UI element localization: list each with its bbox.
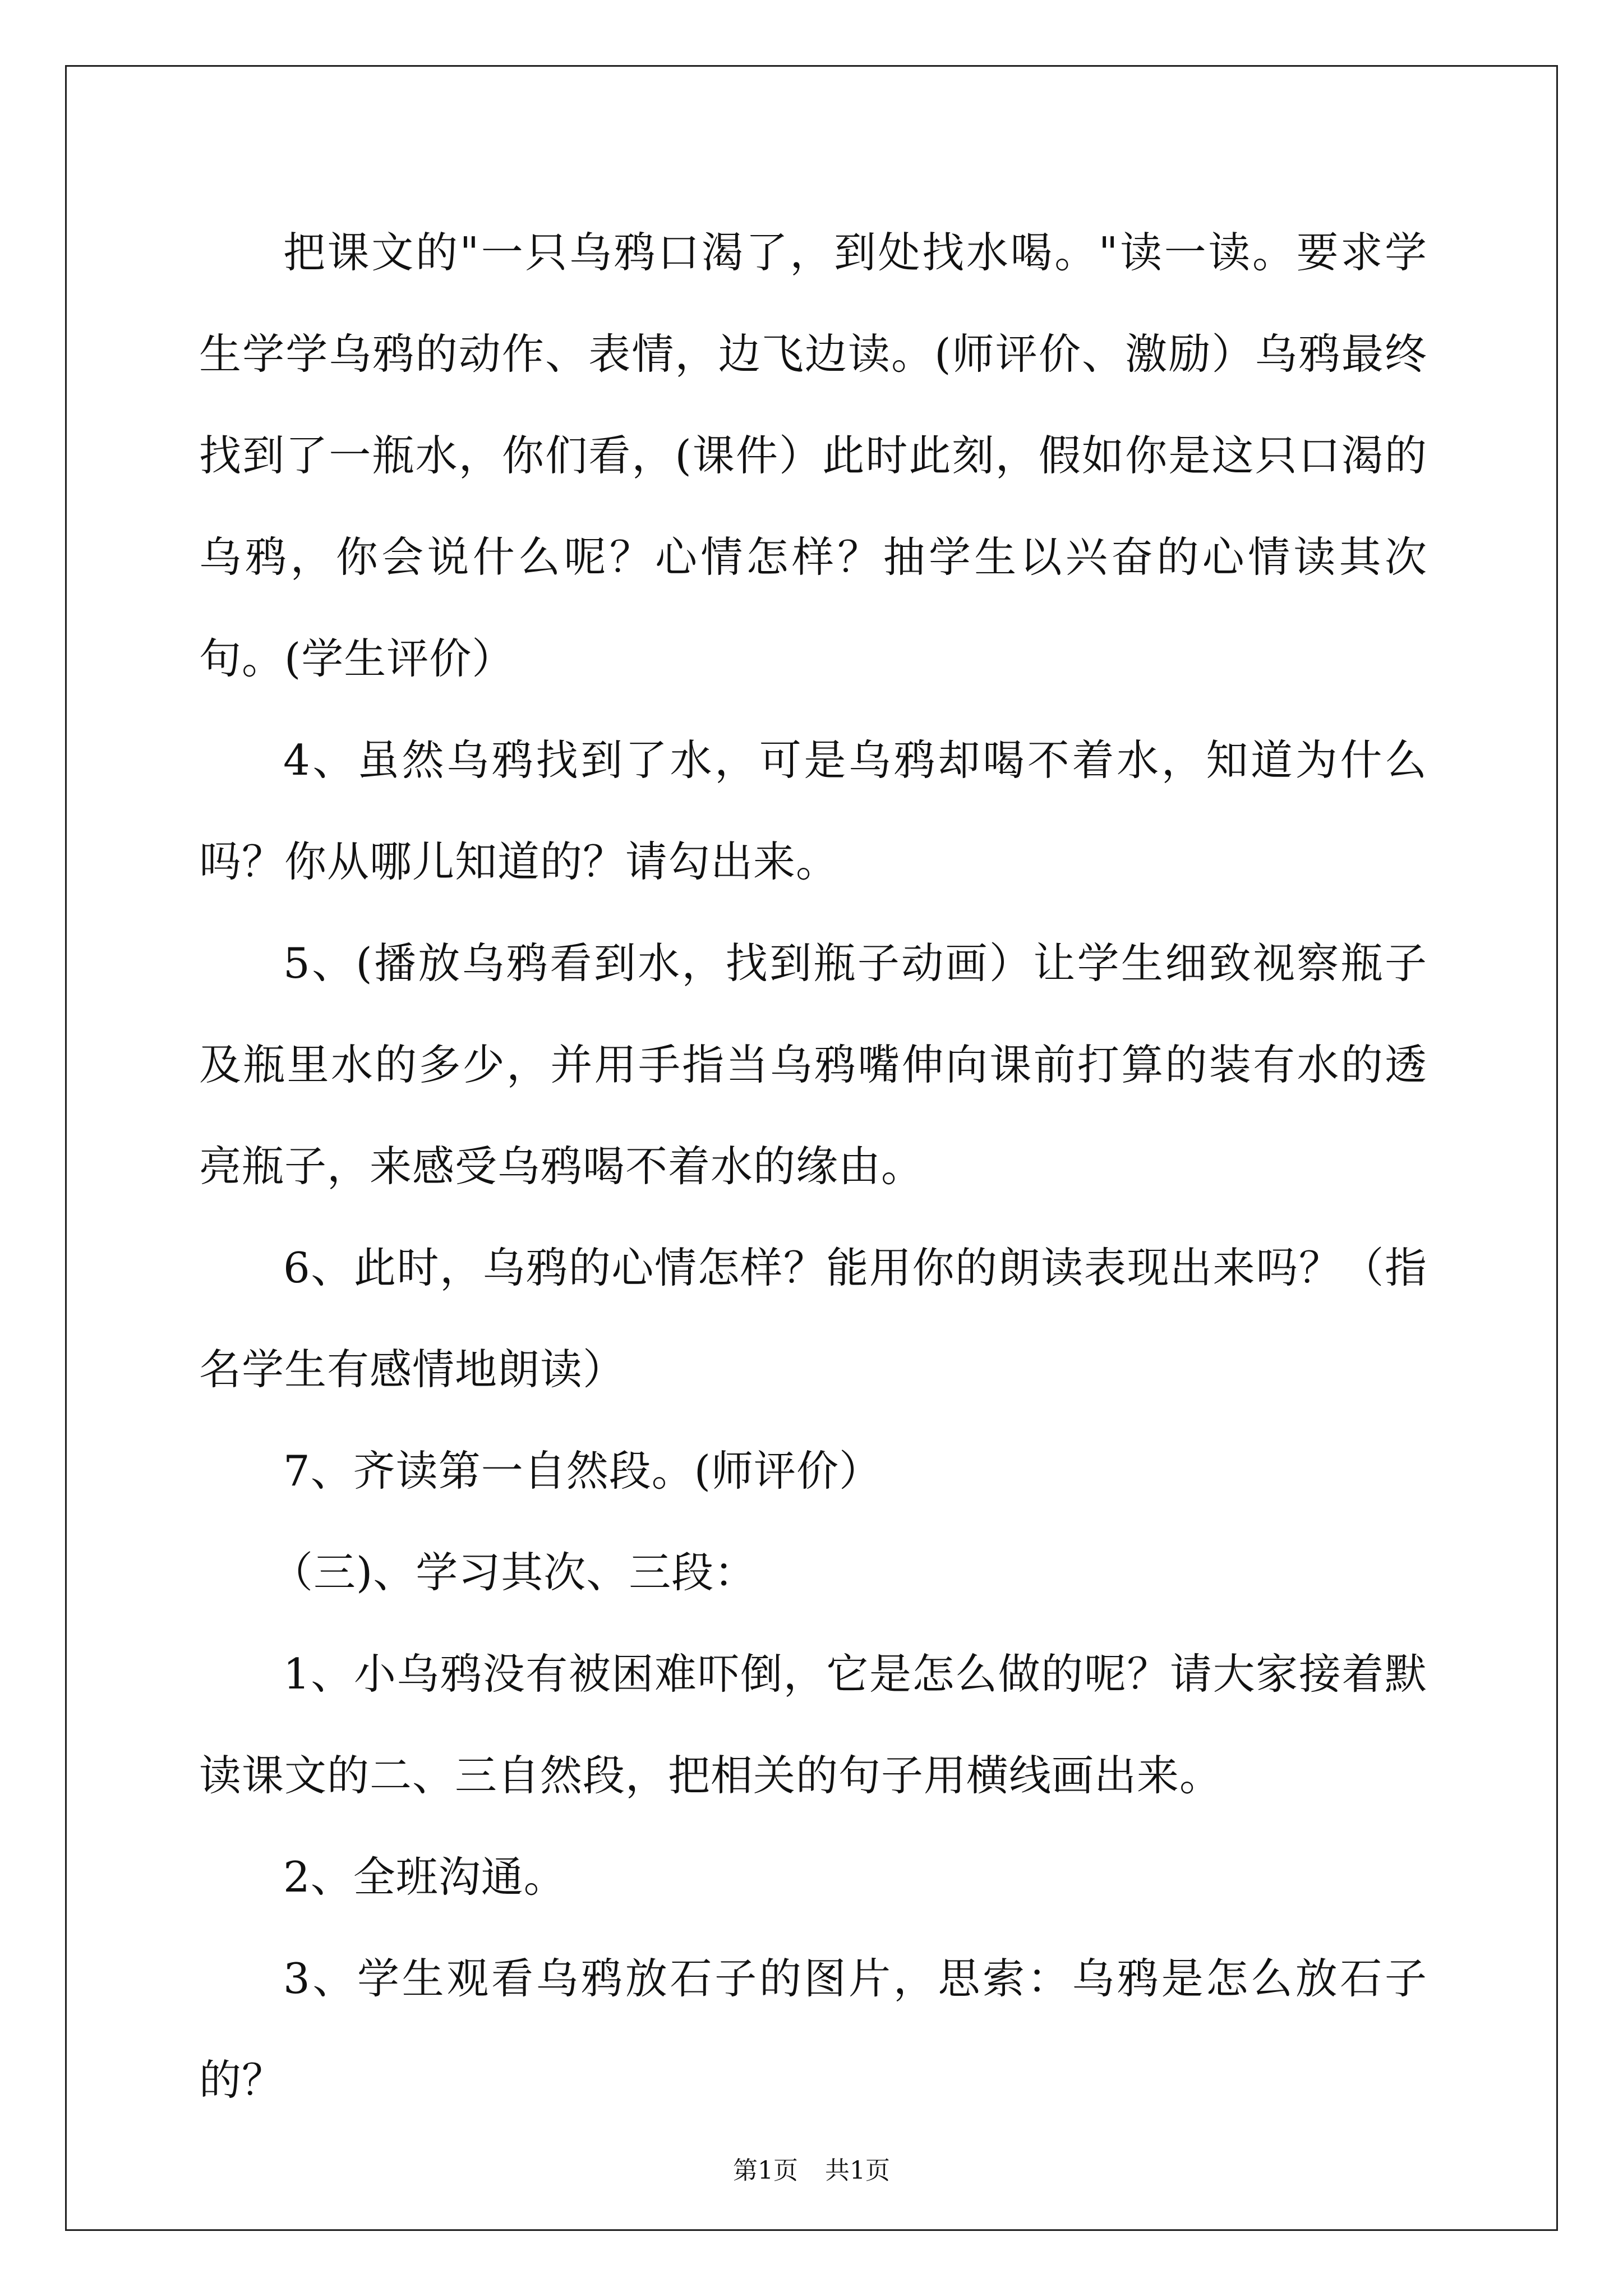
paragraph-4: 6、此时，乌鸦的心情怎样？能用你的朗读表现出来吗？（指名学生有感情地朗读）: [199, 1243, 1427, 1394]
page-footer: [0, 2154, 1623, 2188]
paragraph-1: 把课文的"一只乌鸦口渴了，到处找水喝。"读一读。要求学生学学乌鸦的动作、表情，边飞边读。(师评价、激励）乌鸦最终找到了一瓶水，你们看，(课件）此时此刻，假如你是这只口渴的乌鸦，你会说什么呢？心情怎样？抽学生以兴奋的心情读其次句。(学生评价）: [199, 228, 1427, 683]
paragraph-8: 3、学生观看乌鸦放石子的图片，思索：乌鸦是怎么放石子的？: [199, 1954, 1427, 2105]
paragraph-5: 7、齐读第一自然段。(师评价）: [283, 1446, 882, 1496]
paragraph-7: 2、全班沟通。: [283, 1852, 566, 1902]
page-number: 第1页: [733, 2156, 798, 2185]
paragraph-2: 4、虽然乌鸦找到了水，可是乌鸦却喝不着水，知道为什么吗？你从哪儿知道的？请勾出来。: [199, 735, 1427, 886]
document-body: [199, 202, 1427, 2131]
paragraph-6: 1、小乌鸦没有被困难吓倒，它是怎么做的呢？请大家接着默读课文的二、三自然段，把相关的句子用横线画出来。: [199, 1649, 1427, 1800]
paragraph-3: 5、(播放乌鸦看到水，找到瓶子动画）让学生细致视察瓶子及瓶里水的多少，并用手指当乌鸦嘴伸向课前打算的装有水的透亮瓶子，来感受乌鸦喝不着水的缘由。: [199, 938, 1427, 1191]
page-total: 共1页: [825, 2156, 890, 2185]
section-heading: （三)、学习其次、三段：: [271, 1548, 757, 1597]
